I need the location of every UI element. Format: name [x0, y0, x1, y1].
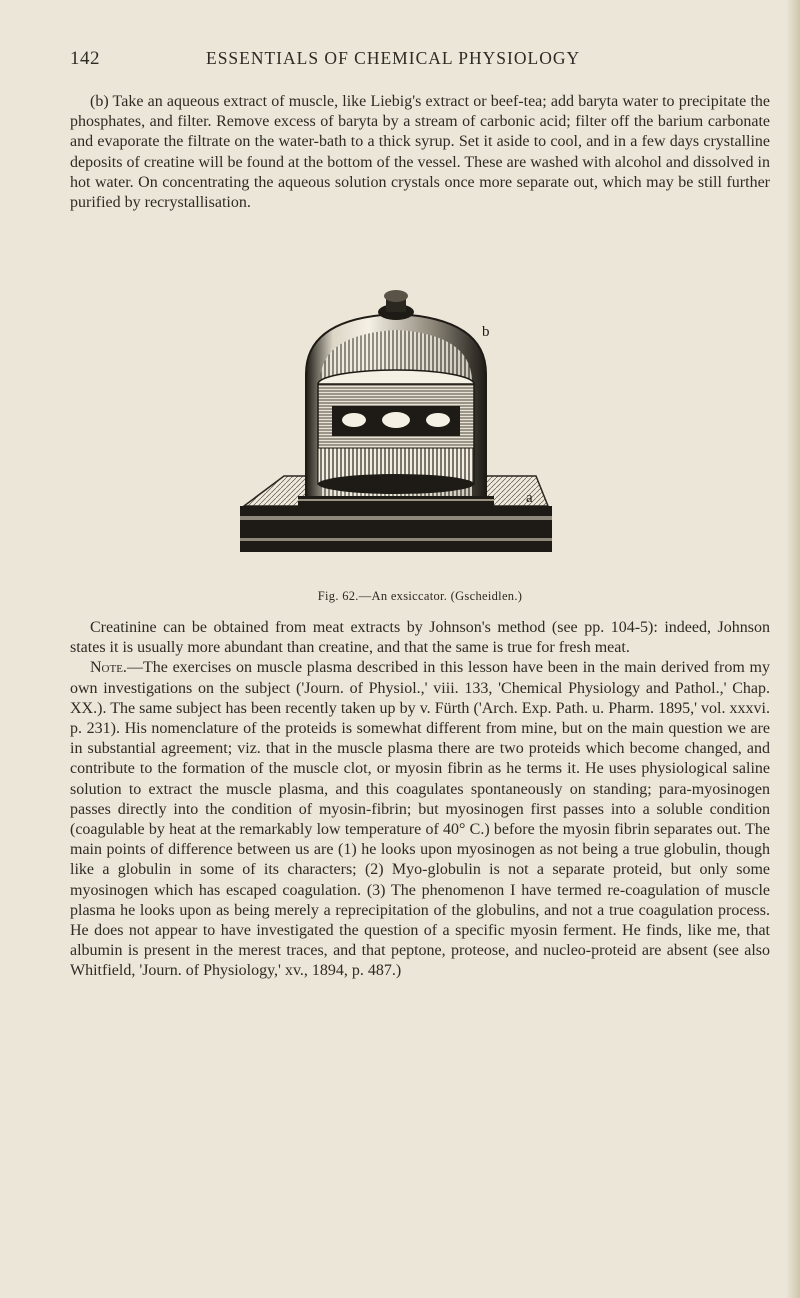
note-text: —The exercises on muscle plasma described in this lesson have been in the main derived from my own investigations on the subject ('Journ. of Physiol.,' viii. 133, 'Chemical Physiology and Pathol.,' Chap. XX.). The same subject has been recently taken up by v. Fürth ('Arch. Exp. Path. u. Pharm. 1895,' vol. xxxvi. p. 231). His nomenclature of the proteids is somewhat different from mine, but on the main question we are in substantial agreement; viz. that in the muscle plasma there are two proteids which become changed, and contribute to the formation of the muscle clot, or myosin fibrin as he terms it. He uses physiological saline solution to extract the muscle plasma, and this coagulates spontaneously on standing; para-myosinogen passes directly into the condition of myosin-fibrin; but myosinogen first passes into a soluble condition (coagulable by heat at the remarkably low temperature of 40° C.) before the myosin fibrin separates out. The main points of difference between us are (1) he looks upon myosinogen as not being a true globulin, though like a globulin in some of its characters; (2) Myo-globulin is not a separate proteid, but only some myosinogen which has escaped coagulation. (3) The phenomenon I have termed re-coagulation of muscle plasma he looks upon as being merely a reprecipitation of the globulins, and not a true coagulation process. He does not appear to have investigated the question of a specific myosin ferment. He finds, like me, that albumin is present in the merest traces, and that peptone, proteose, and nucleo-proteid are absent (see also Whitfield, 'Journ. of Physiology,' xv., 1894, p. 487.) [70, 659, 770, 980]
paragraph-creatinine: Creatinine can be obtained from meat extracts by Johnson's method (see pp. 104-5): indeed, Johnson states it is usually more abundant than creatine, and that the same is true for fresh meat. [70, 619, 770, 657]
paragraph-creatine-preparation [70, 92, 770, 213]
page-number: 142 [70, 48, 100, 69]
running-head [70, 48, 770, 78]
figure-caption: Fig. 62.—An exsiccator. (Gscheidlen.) [317, 589, 523, 603]
running-title: ESSENTIALS OF CHEMICAL PHYSIOLOGY [206, 48, 581, 68]
paragraph-text: (b) Take an aqueous extract of muscle, like Liebig's extract or beef-tea; add baryta water to precipitate the phosphates, and filter. Remove excess of baryta by a stream of carbonic acid; filter off the barium carbonate and evaporate the filtrate on the water-bath to a thick syrup. Set it aside to cool, and in a few days crystalline deposits of creatine will be found at the bottom of the vessel. These are washed with alcohol and dissolved in hot water. On concentrating the aqueous solution crystals once more separate out, which may be still further purified by recrystallisation. [70, 93, 770, 212]
paragraph-note [70, 658, 770, 981]
paragraph-group-creatinine-and-note [70, 618, 770, 982]
label-b: b [482, 324, 490, 340]
label-a: a [526, 490, 533, 506]
page-edge-shadow [786, 0, 800, 1298]
note-label: Note. [90, 659, 127, 677]
exsiccator-illustration [236, 288, 556, 578]
